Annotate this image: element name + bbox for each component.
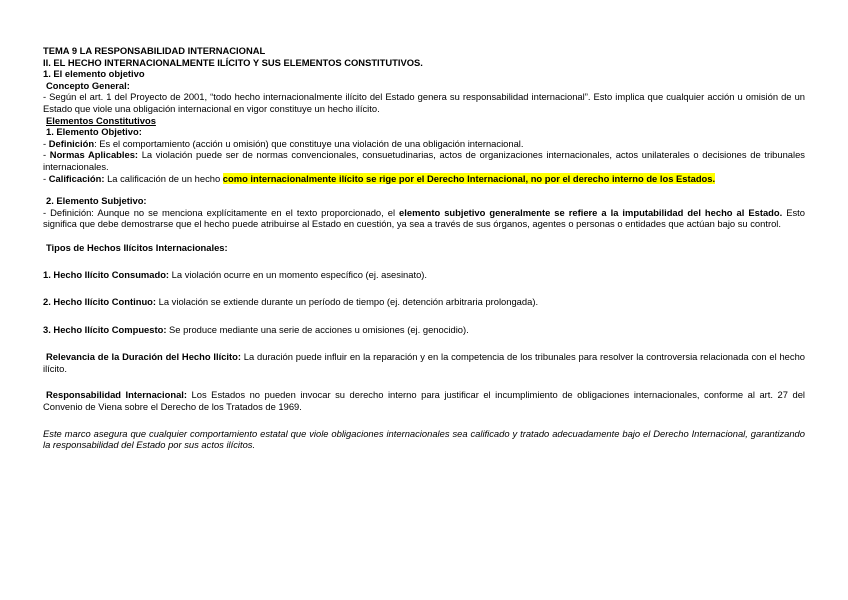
qualification-paragraph: - Calificación: La calificación de un hecho como internacionalmente ilícito se rige por el Derecho Internacional, no por el derecho interno de los Estados. [43, 172, 716, 184]
qualification-highlight: como internacionalmente ilícito se rige por el Derecho Internacional, no por el derecho interno de los Estados. [222, 172, 716, 184]
document-title: TEMA 9 LA RESPONSABILIDAD INTERNACIONAL [43, 45, 266, 56]
conclusion-paragraph: Este marco asegura que cualquier comportamiento estatal que viole obligaciones internacionales sea calificado y tratado adecuadamente bajo el Derecho Internacional, garantizando la responsabilidad del Estado por sus actos ilícitos. [43, 427, 805, 451]
subjective-element-heading: 2. Elemento Subjetivo: [46, 195, 147, 207]
type-text: Se produce mediante una serie de acciones u omisiones (ej. genocidio). [166, 323, 469, 335]
relevance-label: Relevancia de la Duración del Hecho Ilícito: [46, 351, 241, 363]
type-item-consumado [43, 269, 805, 281]
subjective-paragraph [43, 207, 805, 230]
concept-heading: Concepto General: [46, 79, 130, 91]
subjective-text-bold: elemento subjetivo generalmente se refiere a la imputabilidad del hecho al Estado. [399, 206, 783, 218]
qualification-label: Calificación: [48, 172, 105, 184]
norms-label: Normas Aplicables: [49, 149, 139, 161]
norms-text: La violación puede ser de normas convencionales, consuetudinarias, actos de organizaciones internacionales, actos unilaterales o decisiones de tribunales internacionales. [43, 149, 805, 172]
type-item-compuesto [43, 324, 805, 336]
relevance-text: La duración puede influir en la reparación y en la competencia de los tribunales para resolver la controversia relacionada con el hecho ilícito. [43, 351, 805, 374]
definition-paragraph: - Definición: Es el comportamiento (acción u omisión) que constituye una violación de una obligación internacional. [43, 137, 524, 149]
section-objective-heading: 1. El elemento objetivo [43, 68, 145, 80]
responsibility-paragraph [43, 389, 805, 412]
qualification-text: La calificación de un hecho [104, 172, 223, 184]
subjective-text-b: Esto significa que debe demostrarse que el hecho puede atribuirse al Estado en cuestión, ya sea a través de sus órganos, agentes o personas o entidades que actúan bajo su control. [43, 206, 805, 230]
type-label: 3. Hecho Ilícito Compuesto: [43, 323, 167, 335]
elements-heading: Elementos Constitutivos [46, 114, 156, 126]
objective-element-heading: 1. Elemento Objetivo: [46, 126, 142, 138]
concept-paragraph: - Según el art. 1 del Proyecto de 2001, “todo hecho internacionalmente ilícito del Estado genera su responsabilidad internacional”. Esto implica que cualquier acción u omisión de un Estado que viole una obligación internacional en vigor constituye un hecho ilícito. [43, 91, 805, 114]
type-text: La violación se extiende durante un período de tiempo (ej. detención arbitraria prolongada). [156, 296, 539, 308]
document-page [43, 45, 805, 451]
document-subtitle: II. EL HECHO INTERNACIONALMENTE ILÍCITO Y SUS ELEMENTOS CONSTITUTIVOS. [43, 56, 423, 68]
type-item-continuo [43, 296, 805, 308]
responsibility-text: Los Estados no pueden invocar su derecho interno para justificar el incumplimiento de obligaciones internacionales, conforme al art. 27 del Convenio de Viena sobre el Derecho de los Tratados de 1969. [43, 389, 805, 413]
type-text: La violación ocurre en un momento específico (ej. asesinato). [169, 268, 428, 280]
subjective-text-a: - Definición: Aunque no se menciona explícitamente en el texto proporcionado, el [43, 206, 400, 218]
norms-paragraph: - Normas Aplicables: La violación puede ser de normas convencionales, consuetudinarias, actos de organizaciones internacionales, actos unilaterales o decisiones de tribunales internacionales. [43, 149, 805, 172]
definition-text: : Es el comportamiento (acción u omisión) que constituye una violación de una obligación internacional. [94, 137, 524, 149]
responsibility-label: Responsabilidad Internacional: [46, 389, 188, 401]
definition-label: Definición [48, 137, 95, 149]
relevance-paragraph [43, 351, 805, 374]
types-heading: Tipos de Hechos Ilícitos Internacionales: [46, 241, 228, 253]
type-label: 1. Hecho Ilícito Consumado: [43, 268, 170, 280]
type-label: 2. Hecho Ilícito Continuo: [43, 296, 157, 308]
